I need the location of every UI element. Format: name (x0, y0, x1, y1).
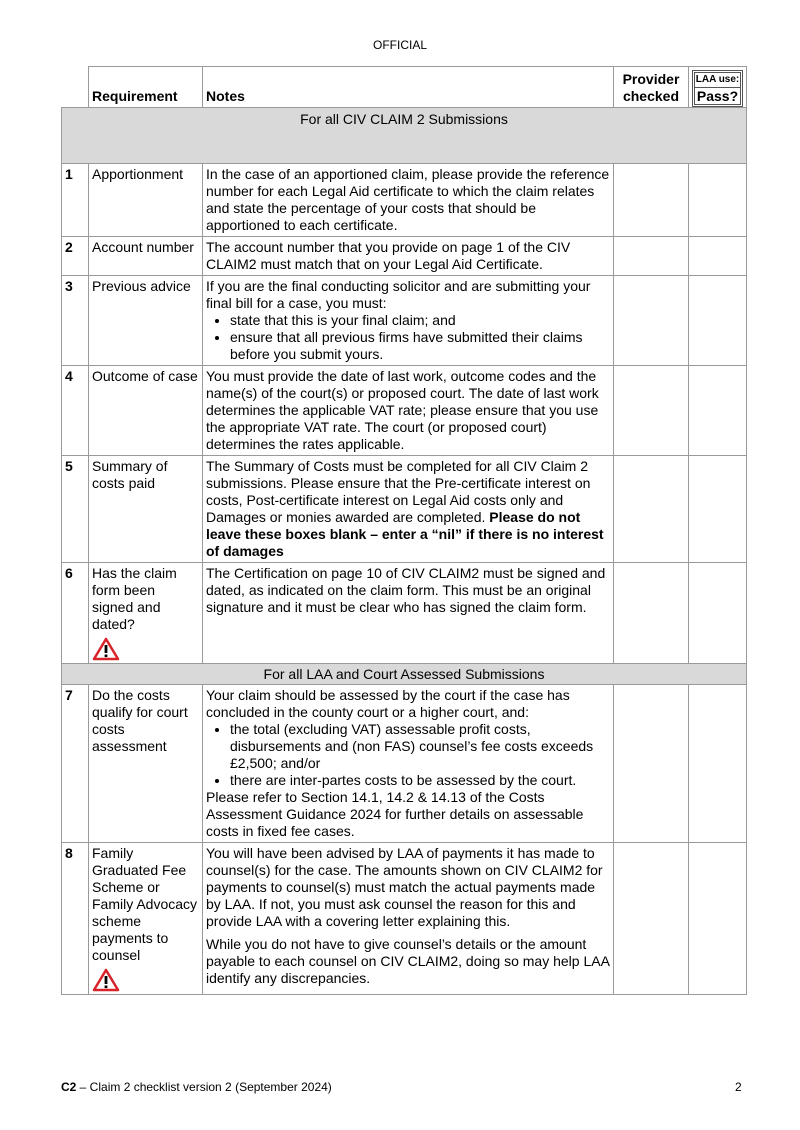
notes-column-header: Notes (203, 67, 614, 108)
provider-checked-column-header: Provider checked (614, 67, 689, 108)
table-row (62, 843, 747, 995)
requirement-cell: Apportionment (89, 164, 203, 237)
page-number: 2 (735, 1080, 742, 1094)
provider-checked-cell[interactable] (614, 237, 689, 276)
footer-doc-code: C2 (61, 1080, 77, 1094)
laa-pass-cell[interactable] (689, 843, 747, 995)
laa-use-label: LAA use: (695, 73, 740, 88)
section-title: For all LAA and Court Assessed Submissions (62, 664, 747, 685)
requirement-cell: Do the costs qualify for court costs assessment (89, 685, 203, 843)
laa-pass-cell[interactable] (689, 685, 747, 843)
requirement-cell: Outcome of case (89, 366, 203, 456)
notes-cell: In the case of an apportioned claim, please provide the reference number for each Legal Aid certificate to which the claim relates and state the percentage of your costs that should be apportioned to each certificate. (203, 164, 614, 237)
notes-intro: Your claim should be assessed by the court if the case has concluded in the county court or a higher court, and: (206, 687, 570, 720)
row-number: 2 (62, 237, 89, 276)
requirement-cell: Summary of costs paid (89, 456, 203, 563)
notes-paragraph-1: You will have been advised by LAA of payments it has made to counsel(s) for the case. The amounts shown on CIV CLAIM2 for payments to counsel(s) must match the actual payments made by LAA. If not, you must ask counsel the reason for this and provide LAA with a covering letter explaining this. (206, 845, 603, 929)
list-item: • state that this is your final claim; and (230, 312, 610, 329)
table-row (62, 366, 747, 456)
table-row (62, 685, 747, 843)
provider-checked-cell[interactable] (614, 563, 689, 664)
table-header-row (62, 67, 747, 108)
laa-pass-cell[interactable] (689, 456, 747, 563)
table-row (62, 164, 747, 237)
row-number: 4 (62, 366, 89, 456)
warning-icon (92, 637, 120, 661)
checklist-table (61, 66, 747, 995)
list-item: • there are inter-partes costs to be assessed by the court. (230, 772, 610, 789)
list-item: • ensure that all previous firms have submitted their claims before you submit yours. (230, 329, 610, 363)
notes-bold-warning: Please do not leave these boxes blank – enter a “nil” if there is no interest of damages (206, 509, 604, 559)
notes-cell (203, 843, 614, 995)
requirement-cell (89, 843, 203, 995)
notes-bullet-list (206, 721, 610, 789)
provider-checked-cell[interactable] (614, 164, 689, 237)
laa-pass-cell[interactable] (689, 164, 747, 237)
notes-bullet-list (206, 312, 610, 363)
row-number: 5 (62, 456, 89, 563)
section-heading-row (62, 108, 747, 164)
notes-cell (203, 685, 614, 843)
laa-pass-column-header (689, 67, 747, 108)
pass-label: Pass? (696, 88, 739, 104)
provider-checked-cell[interactable] (614, 366, 689, 456)
requirement-cell: Account number (89, 237, 203, 276)
notes-cell: The account number that you provide on page 1 of the CIV CLAIM2 must match that on your Legal Aid Certificate. (203, 237, 614, 276)
laa-pass-cell[interactable] (689, 237, 747, 276)
list-item: • the total (excluding VAT) assessable profit costs, disbursements and (non FAS) counsel’s fee costs exceeds £2,500; and/or (230, 721, 610, 772)
provider-checked-cell[interactable] (614, 456, 689, 563)
footer-doc-description: – Claim 2 checklist version 2 (September 2024) (76, 1080, 332, 1094)
table-row (62, 456, 747, 563)
notes-intro: If you are the final conducting solicitor and are submitting your final bill for a case, you must: (206, 278, 591, 311)
table-row (62, 563, 747, 664)
requirement-cell: Previous advice (89, 276, 203, 366)
provider-checked-cell[interactable] (614, 685, 689, 843)
table-row (62, 237, 747, 276)
row-number: 7 (62, 685, 89, 843)
provider-checked-cell[interactable] (614, 276, 689, 366)
row-number: 1 (62, 164, 89, 237)
notes-cell: You must provide the date of last work, outcome codes and the name(s) of the court(s) or proposed court. The date of last work determines the applicable VAT rate; please ensure that you use the appropriate VAT rate. The court (or proposed court) determines the rates applicable. (203, 366, 614, 456)
laa-pass-cell[interactable] (689, 366, 747, 456)
requirement-cell (89, 563, 203, 664)
warning-icon (92, 968, 120, 992)
table-row (62, 276, 747, 366)
notes-paragraph-2: While you do not have to give counsel’s details or the amount payable to each counsel on CIV CLAIM2, doing so may help LAA identify any discrepancies. (206, 936, 610, 986)
notes-outro: Please refer to Section 14.1, 14.2 & 14.13 of the Costs Assessment Guidance 2024 for further details on assessable costs in fixed fee cases. (206, 789, 584, 839)
row-number: 8 (62, 843, 89, 995)
provider-checked-cell[interactable] (614, 843, 689, 995)
requirement-text: Family Graduated Fee Scheme or Family Advocacy scheme payments to counsel (92, 845, 198, 963)
requirement-text: Has the claim form been signed and dated? (92, 565, 177, 632)
requirement-column-header: Requirement (89, 67, 203, 108)
laa-pass-cell[interactable] (689, 563, 747, 664)
notes-cell: The Certification on page 10 of CIV CLAIM2 must be signed and dated, as indicated on the claim form. This must be an original signature and it must be clear who has signed the claim form. (203, 563, 614, 664)
section-heading-row (62, 664, 747, 685)
notes-cell (203, 456, 614, 563)
security-classification: OFFICIAL (372, 38, 427, 52)
footer-document-title (61, 1080, 332, 1094)
row-number: 3 (62, 276, 89, 366)
laa-pass-cell[interactable] (689, 276, 747, 366)
row-number: 6 (62, 563, 89, 664)
notes-cell (203, 276, 614, 366)
section-title: For all CIV CLAIM 2 Submissions (62, 108, 747, 164)
notes-text: The Summary of Costs must be completed for all CIV Claim 2 submissions. Please ensure that the Pre-certificate interest on costs, Post-certificate interest on Legal Aid costs only and Damages or monies awarded are completed. (206, 458, 591, 525)
